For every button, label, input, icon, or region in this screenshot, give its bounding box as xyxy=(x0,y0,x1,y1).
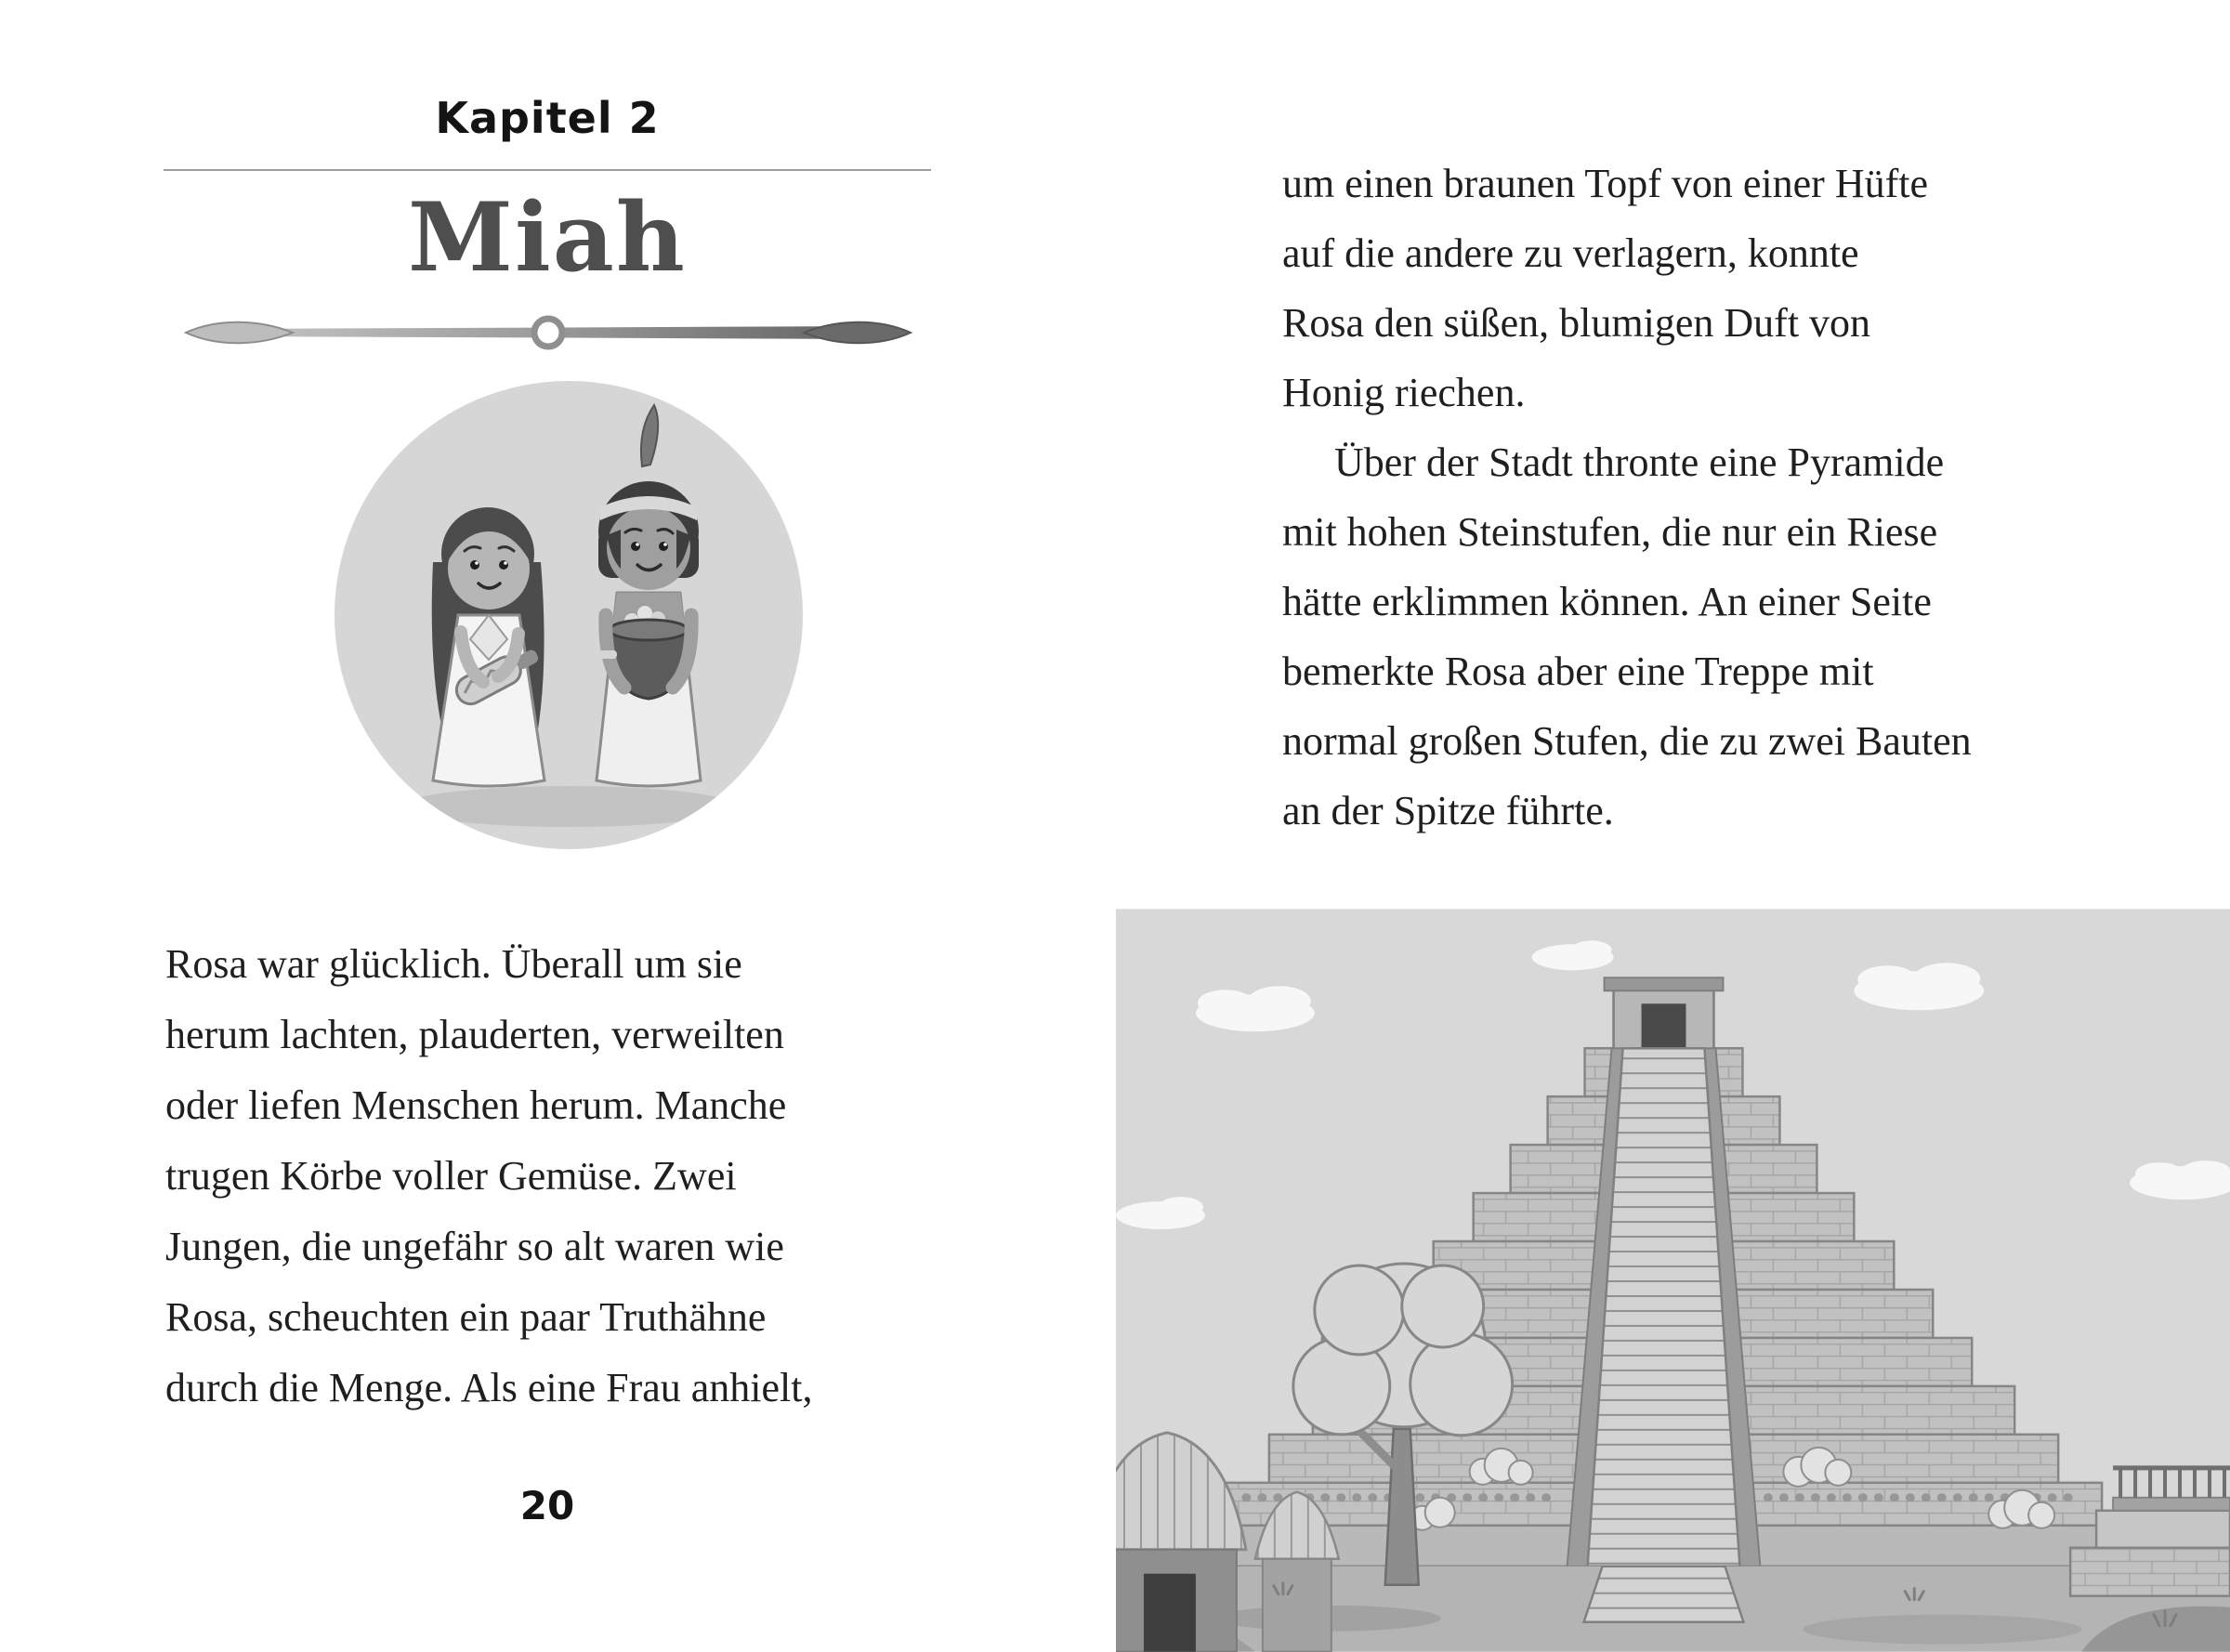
chapter-rule xyxy=(164,169,931,171)
text-line: Rosa war glücklich. Überall um sie xyxy=(165,941,742,987)
lower-staircase xyxy=(1584,1567,1744,1622)
text-line: oder liefen Menschen herum. Manche xyxy=(165,1082,787,1128)
text-line: normal großen Stufen, die zu zwei Bauten xyxy=(1282,718,1972,764)
text-line: Rosa, scheuchten ein paar Truthähne xyxy=(165,1294,767,1340)
text-line: hätte erklimmen können. An einer Seite xyxy=(1282,579,1932,624)
pyramid-illustration xyxy=(1116,909,2230,1652)
girl-with-rattle xyxy=(432,507,544,786)
page-number: 20 xyxy=(519,1483,575,1528)
chapter-label: Kapitel 2 xyxy=(435,93,660,143)
children-illustration xyxy=(325,372,813,859)
right-page-body-text xyxy=(1282,149,2137,846)
chapter-title: Miah xyxy=(408,182,687,294)
text-line: Jungen, die ungefähr so alt waren wie xyxy=(165,1224,784,1269)
text-line: an der Spitze führte. xyxy=(1282,788,1614,833)
left-page-body-text xyxy=(165,929,1002,1423)
text-line: Rosa den süßen, blumigen Duft von xyxy=(1282,300,1871,346)
text-line: herum lachten, plauderten, verweilten xyxy=(165,1012,784,1057)
chapter-divider-ornament xyxy=(177,305,920,361)
text-line: auf die andere zu verlagern, konnte xyxy=(1282,230,1859,276)
text-line: um einen braunen Topf von einer Hüfte xyxy=(1282,161,1928,206)
text-line: trugen Körbe voller Gemüse. Zwei xyxy=(165,1153,737,1199)
text-line: Honig riechen. xyxy=(1282,370,1526,415)
temple xyxy=(1605,977,1724,1050)
text-line: mit hohen Steinstufen, die nur ein Riese xyxy=(1282,509,1938,555)
text-line: bemerkte Rosa aber eine Treppe mit xyxy=(1282,649,1874,694)
text-line: durch die Menge. Als eine Frau anhielt, xyxy=(165,1365,813,1410)
text-line: Über der Stadt thronte eine Pyramide xyxy=(1334,439,1945,485)
